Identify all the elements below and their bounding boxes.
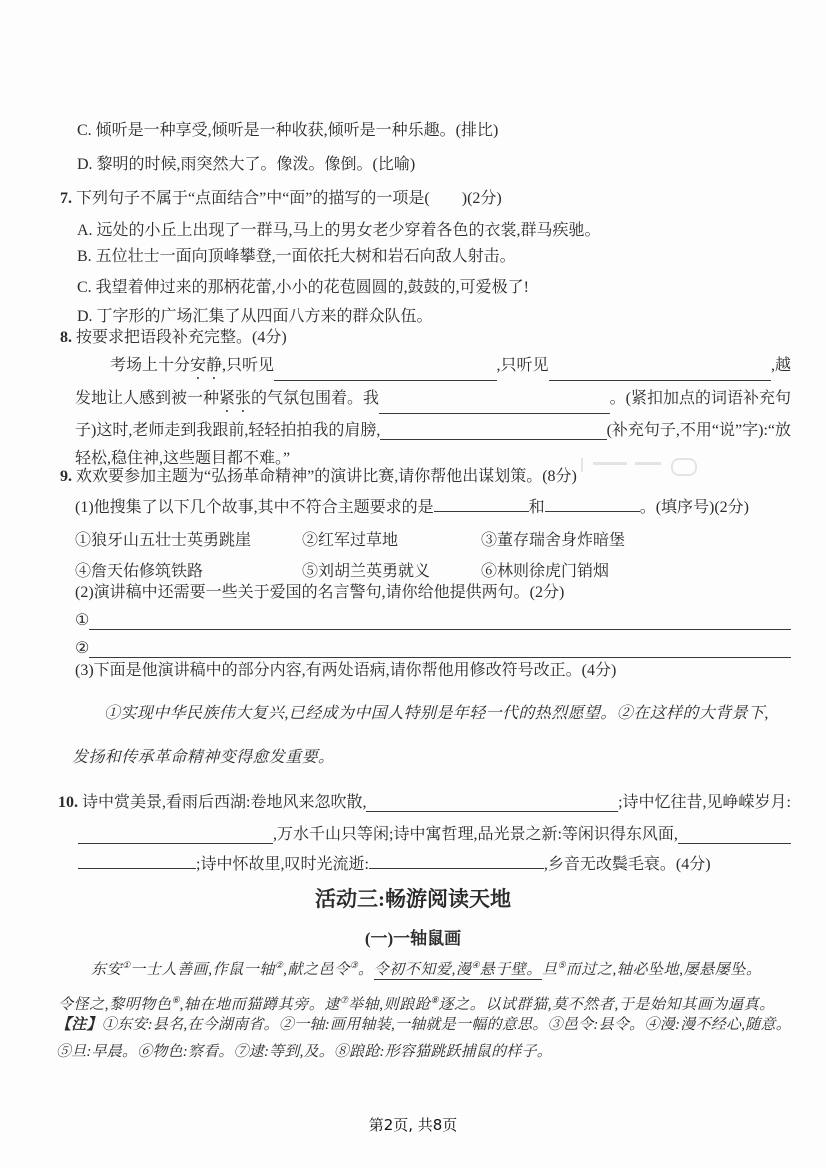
passage-text: 。 — [357, 962, 374, 978]
passage-notes — [56, 1012, 791, 1066]
question-7-option-a — [77, 220, 601, 242]
notes-label: 【注】 — [56, 1017, 102, 1033]
section-heading — [0, 888, 826, 910]
notes-text: ①东安:县名,在今湖南省。②一轴:画用轴装,一轴就是一幅的意思。③邑令:县令。④漫:漫不经心,随意。⑤旦:早晨。⑥物色:察看。⑦逮:等到,及。⑧踉跄:形容猫跳跃捕鼠的样子。 — [56, 1017, 791, 1060]
list-marker: ① — [75, 612, 90, 629]
prev-question-option-c — [77, 120, 498, 142]
subquestion-text: 。(填序号)(2分) — [639, 499, 750, 516]
subquestion-text: (2)演讲稿中还需要一些关于爱国的名言警句,请你给他提供两句。(2分) — [75, 584, 565, 601]
passage-text: 而过之,轴必坠地,屡悬屡坠。 — [565, 962, 762, 978]
story-item: ②红军过草地 — [302, 532, 399, 549]
question-text: ,乡音无改鬓毛衰。(4分) — [543, 856, 711, 873]
passage-text: 逐之。以试群猫,莫不然者,于是始知其画为逼真。 — [438, 997, 775, 1013]
paragraph-text: 考场上十分 — [110, 357, 191, 374]
question-8-paragraph-line-3 — [75, 420, 791, 442]
answer-blank — [89, 616, 791, 630]
answer-blank — [369, 855, 544, 869]
question-10-line-2 — [78, 824, 791, 846]
question-number: 8. — [60, 329, 72, 346]
answer-blank — [549, 367, 771, 381]
scan-bleed-artifact — [575, 458, 705, 476]
subquestion-text: (3)下面是他演讲稿中的部分内容,有两处语病,请你帮他用修改符号改正。(4分) — [75, 662, 617, 679]
question-8-paragraph-line-2 — [75, 388, 791, 416]
answer-blank — [380, 426, 606, 440]
question-text: 按要求把语段补充完整。(4分) — [76, 329, 287, 346]
underlined-clause — [374, 962, 542, 980]
speech-draft-line-1 — [75, 702, 769, 726]
paragraph-text: (补充句子,不用“说”字):“放 — [606, 422, 791, 439]
note-marker: ⑧ — [430, 995, 439, 1005]
question-9-part-2-label — [75, 582, 564, 604]
answer-blank — [78, 830, 273, 844]
story-item: ⑥林则徐虎门销烟 — [481, 563, 610, 580]
question-7-option-d — [77, 306, 433, 328]
note-marker: ⑤ — [557, 960, 566, 970]
answer-blank — [274, 367, 496, 381]
question-9-part-1 — [75, 497, 749, 519]
paragraph-text: 子)这时,老师走到我跟前,轻轻拍拍我的肩膀, — [75, 422, 381, 439]
section-heading-text: 活动三:畅游阅读天地 — [315, 887, 511, 911]
question-text: ;诗中忆往昔,见峥嵘岁月: — [618, 794, 791, 811]
classical-passage — [58, 950, 791, 1020]
question-8-stem — [60, 327, 287, 349]
passage-title — [0, 928, 826, 950]
question-9-answer-line-1 — [75, 610, 791, 632]
page-footer — [0, 1114, 826, 1136]
question-9-stories-row-2 — [75, 561, 791, 583]
passage-text: 东安 — [91, 962, 123, 978]
question-text: 诗中赏美景,看雨后西湖:卷地风来忽吹散, — [82, 794, 367, 811]
question-text: ;诗中怀故里,叹时光流逝: — [196, 856, 369, 873]
passage-text: 悬于壁。 — [479, 962, 543, 978]
passage-text: 举轴,则踉跄 — [348, 997, 431, 1013]
paragraph-text: ,只听见 — [222, 357, 275, 374]
story-item: ⑤刘胡兰英勇就义 — [302, 563, 431, 580]
passage-text: ,献之邑令 — [283, 962, 350, 978]
option-text: D. 丁字形的广场汇集了从四面八方来的群众队伍。 — [77, 308, 433, 325]
option-text: C. 倾听是一种享受,倾听是一种收获,倾听是一种乐趣。(排比) — [77, 122, 499, 139]
note-marker: ① — [122, 960, 131, 970]
note-marker: ⑦ — [340, 995, 349, 1005]
paragraph-text: 的气氛包围着。我 — [251, 390, 380, 407]
question-9-answer-line-2 — [75, 638, 791, 660]
passage-title-text: (一)一轴鼠画 — [364, 929, 462, 948]
option-text: D. 黎明的时候,雨突然大了。像泼。像倒。(比喻) — [77, 156, 416, 173]
answer-blank — [678, 830, 791, 844]
passage-text: 一士人善画,作鼠一轴 — [130, 962, 276, 978]
option-text: B. 五位壮士一面向顶峰攀登,一面依托大树和岩石向敌人射击。 — [77, 248, 516, 265]
option-text: A. 远处的小丘上出现了一群马,马上的男女老少穿着各色的衣裳,群马疾驰。 — [77, 222, 601, 239]
answer-blank — [379, 400, 610, 414]
passage-text: 令初不知爱,漫 — [373, 962, 472, 978]
question-text: ,万水千山只等闲;诗中寓哲理,品光景之新:等闲识得东风面, — [273, 826, 678, 843]
question-9-stories-row-1 — [75, 530, 791, 552]
note-marker: ④ — [471, 960, 480, 970]
question-text: 下列句子不属于“点面结合”中“面”的描写的一项是( )(2分) — [76, 190, 502, 207]
question-9-part-3-label — [75, 660, 616, 682]
emphasized-word: 紧张 — [219, 390, 252, 407]
prev-question-option-d — [77, 154, 415, 176]
answer-blank — [78, 855, 196, 869]
answer-blank — [434, 498, 529, 512]
passage-text: ,轴在地而猫蹲其旁。逮 — [179, 997, 340, 1013]
question-8-paragraph-line-1 — [75, 355, 791, 383]
note-marker: ③ — [349, 960, 358, 970]
passage-text: 旦 — [542, 962, 558, 978]
question-number: 7. — [60, 190, 72, 207]
subquestion-text: (1)他搜集了以下几个故事,其中不符合主题要求的是 — [75, 499, 434, 516]
paragraph-text: ,只听见 — [496, 357, 549, 374]
emphasized-word: 安静 — [190, 357, 223, 374]
answer-blank — [89, 644, 791, 658]
paragraph-text: ,越 — [771, 357, 792, 374]
passage-text: 令怪之,黎明物色 — [58, 997, 172, 1013]
paragraph-text: 轻松,稳住神,这些题目都不难。” — [75, 450, 291, 467]
page-indicator: 第2页, 共8页 — [368, 1116, 458, 1134]
paragraph-text: 。(紧扣加点的词语补充句 — [609, 390, 791, 407]
question-7-stem — [60, 188, 502, 210]
note-marker: ⑥ — [171, 995, 180, 1005]
list-marker: ② — [75, 640, 90, 657]
note-marker: ② — [275, 960, 284, 970]
answer-blank — [366, 798, 618, 812]
speech-draft-line-2 — [72, 746, 334, 770]
subquestion-text: 和 — [528, 499, 545, 516]
question-number: 9. — [60, 468, 72, 485]
story-item: ③董存瑞舍身炸暗堡 — [481, 532, 626, 549]
story-item: ①狼牙山五壮士英勇跳崖 — [75, 532, 252, 549]
story-item: ④詹天佑修筑铁路 — [75, 563, 204, 580]
speech-text: 发扬和传承革命精神变得愈发重要。 — [72, 749, 335, 766]
speech-text: ①实现中华民族伟大复兴,已经成为中国人特别是年轻一代的热烈愿望。②在这样的大背景下, — [104, 705, 769, 722]
paragraph-text: 发地让人感到被一种 — [75, 390, 220, 407]
option-text: C. 我望着伸过来的那柄花蕾,小小的花苞圆圆的,鼓鼓的,可爱极了! — [77, 279, 530, 296]
question-9-stem — [60, 466, 577, 488]
question-text: 欢欢要参加主题为“弘扬革命精神”的演讲比赛,请你帮他出谋划策。(8分) — [76, 468, 577, 485]
question-number: 10. — [58, 794, 78, 811]
answer-blank — [545, 498, 640, 512]
question-10-line-3 — [78, 854, 711, 876]
question-7-option-c — [77, 277, 529, 299]
question-7-option-b — [77, 246, 516, 268]
question-10-line-1 — [58, 792, 791, 814]
